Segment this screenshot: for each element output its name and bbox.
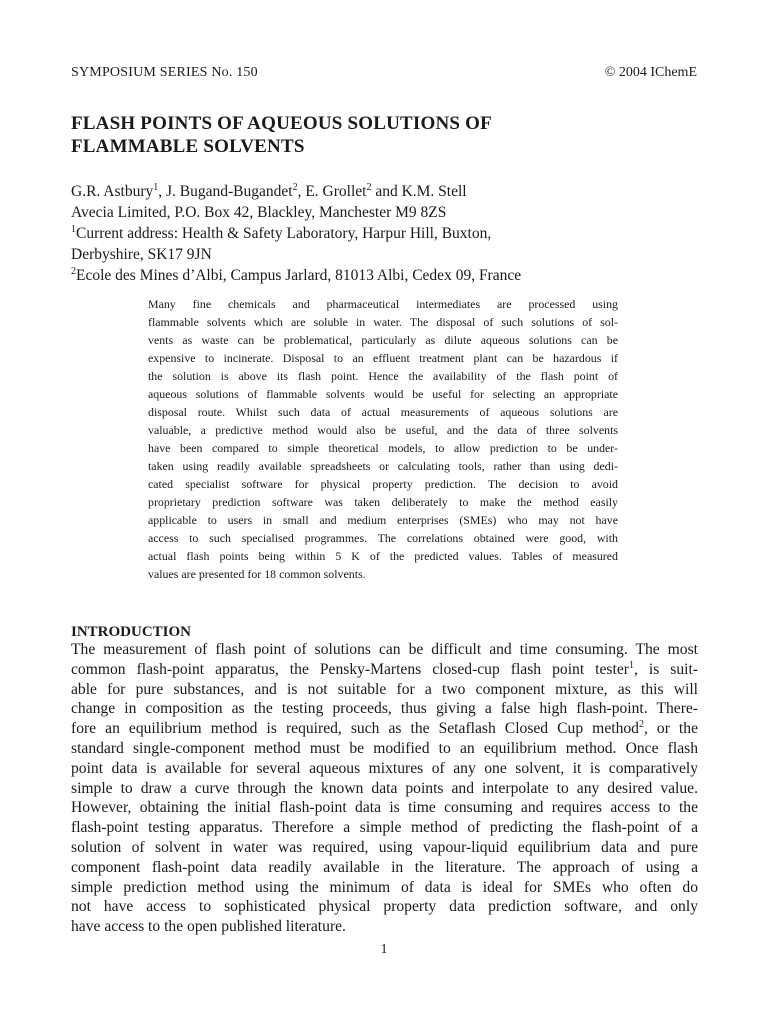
author-list bbox=[71, 181, 701, 202]
abstract-line: access to such specialised programmes. The correlations obtained were good, with bbox=[148, 531, 618, 545]
abstract-line: aqueous solutions of flammable solvents would be useful for selecting an appropriate bbox=[148, 387, 618, 401]
author-name: , E. Grollet bbox=[297, 183, 367, 200]
abstract-line: taken using readily available spreadsheets or calculating tools, rather than using dedi- bbox=[148, 459, 618, 473]
abstract-line: have been compared to simple theoretical models, to allow prediction to be under- bbox=[148, 441, 618, 455]
abstract-line: proprietary prediction software was taken deliberately to make the method easily bbox=[148, 495, 618, 509]
affiliation-marker: 1 bbox=[153, 182, 159, 193]
abstract-line: valuable, a predictive method would also be useful, and the data of three solvents bbox=[148, 423, 618, 437]
reference-marker: 2 bbox=[638, 719, 644, 731]
author-block bbox=[71, 181, 701, 286]
body-line: standard single-component method must be modified to an equilibrium method. Once flash bbox=[71, 739, 698, 757]
introduction-body bbox=[71, 640, 698, 937]
body-line: component flash-point data readily available in the literature. The approach of using a bbox=[71, 858, 698, 876]
abstract-line: actual flash points being within 5 K of the predicted values. Tables of measured bbox=[148, 549, 618, 563]
author-name: G.R. Astbury bbox=[71, 183, 154, 200]
body-line: flash-point testing apparatus. Therefore a simple method of predicting the flash-point of a bbox=[71, 819, 698, 837]
page-number: 1 bbox=[380, 942, 388, 957]
abstract-line: Many fine chemicals and pharmaceutical intermediates are processed using bbox=[148, 297, 618, 311]
abstract-line: disposal route. Whilst such data of actual measurements of aqueous solutions are bbox=[148, 405, 618, 419]
abstract-line: cated specialist software for physical property prediction. The decision to avoid bbox=[148, 477, 618, 491]
paper-title bbox=[71, 112, 671, 158]
title-line: FLASH POINTS OF AQUEOUS SOLUTIONS OF bbox=[71, 113, 492, 134]
affiliation-note-1: $^1$Current address: Health & Safety Laboratory, Harpur Hill, Buxton, bbox=[71, 224, 492, 242]
affiliation-marker: 1 bbox=[71, 224, 76, 235]
abstract bbox=[148, 295, 618, 583]
body-line: not have access to sophisticated physical property data prediction software, and only bbox=[71, 898, 698, 916]
body-line: common flash-point apparatus, the Pensky-Martens closed-cup flash point tester$^1$, is suit- bbox=[71, 659, 698, 678]
series-label: SYMPOSIUM SERIES No. 150 bbox=[71, 65, 258, 80]
abstract-line: expensive to incinerate. Disposal to an effluent treatment plant can be hazardous if bbox=[148, 351, 618, 365]
body-line: change in composition as the testing proceeds, thus giving a false high flash-point. There- bbox=[71, 700, 698, 718]
reference-marker: 1 bbox=[628, 659, 634, 671]
abstract-line: values are presented for 18 common solvents. bbox=[148, 567, 366, 581]
affiliation-marker: 2 bbox=[292, 182, 298, 193]
body-line: The measurement of flash point of solutions can be difficult and time consuming. The most bbox=[71, 641, 698, 658]
body-line: able for pure substances, and is not suitable for a two component mixture, as this will bbox=[71, 680, 698, 698]
author-name: , J. Bugand-Bugandet bbox=[158, 183, 293, 200]
body-line: fore an equilibrium method is required, such as the Setaflash Closed Cup method$^2$, or the bbox=[71, 719, 698, 738]
body-line: point data is available for several aqueous mixtures of any one solvent, it is comparatively bbox=[71, 759, 698, 777]
abstract-line: applicable to users in small and medium enterprises (SMEs) who may not have bbox=[148, 513, 618, 527]
body-line: simple to draw a curve through the known data points and interpolate to any desired value. bbox=[71, 779, 698, 797]
affiliation-marker: 2 bbox=[71, 266, 76, 277]
author-name: and K.M. Stell bbox=[371, 183, 467, 200]
body-line: have access to the open published literature. bbox=[71, 918, 346, 936]
abstract-line: vents as waste can be problematical, particularly as dilute aqueous solutions can be bbox=[148, 333, 618, 347]
affiliation-note-1-cont: Derbyshire, SK17 9JN bbox=[71, 246, 212, 263]
body-line: solution of solvent in water was required, using vapour-liquid equilibrium data and pure bbox=[71, 838, 698, 856]
body-line: However, obtaining the initial flash-point data is time consuming and requires access to the bbox=[71, 799, 698, 817]
affiliation-marker: 2 bbox=[366, 182, 372, 193]
affiliation: Avecia Limited, P.O. Box 42, Blackley, Manchester M9 8ZS bbox=[71, 204, 447, 221]
section-heading: INTRODUCTION bbox=[71, 624, 192, 640]
title-line: FLAMMABLE SOLVENTS bbox=[71, 136, 305, 157]
abstract-line: flammable solvents which are soluble in water. The disposal of such solutions of sol- bbox=[148, 315, 618, 329]
copyright-label: © 2004 IChemE bbox=[604, 65, 697, 80]
body-line: simple prediction method using the minimum of data is ideal for SMEs who often do bbox=[71, 878, 698, 896]
abstract-line: the solution is above its flash point. Hence the availability of the flash point of bbox=[148, 369, 618, 383]
affiliation-note-2: $^2$Ecole des Mines d’Albi, Campus Jarlard, 81013 Albi, Cedex 09, France bbox=[71, 266, 522, 284]
